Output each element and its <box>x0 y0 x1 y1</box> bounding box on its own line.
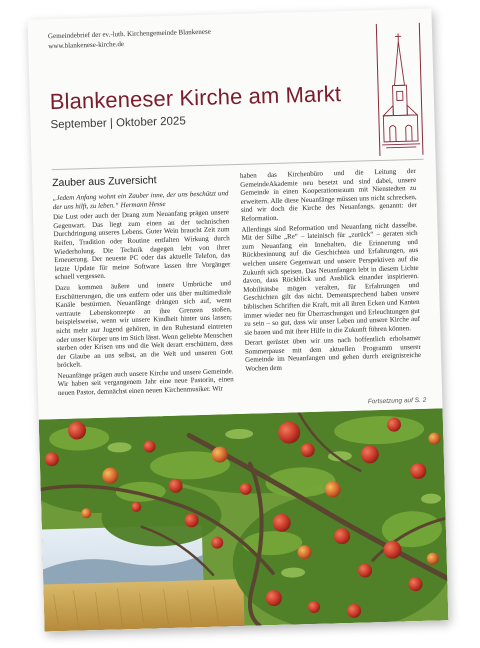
newsletter-page <box>28 8 449 631</box>
article-quote: „Jedem Anfang wohnt ein Zauber inne, der uns beschützt und der uns hilft, zu leben.“ Hermann Hesse <box>52 189 229 211</box>
article <box>52 167 428 403</box>
church-tower-icon <box>377 23 423 156</box>
article-paragraph: Derart gerüstet üben wir uns nach hoffentlich erholsamer Sommerpause mit dem aktuellen Programm unserer Gemeinde im Neuanfangen und gehen durch ereignisreiche Wochen dem <box>244 334 422 373</box>
sender-info <box>48 27 211 52</box>
article-column-right <box>240 167 422 398</box>
masthead-title: Blankeneser Kirche am Markt <box>49 81 342 115</box>
article-paragraph: haben das Kirchenbüro und die Leitung der GemeindeAkademie neu besetzt und sind dabei, unsere Gemeinde in einen Kooperationsraum mit Nienstedten zu erweitern. Alle diese Neuanfänge müssen uns nicht schrecken, sind wir doch die Kirche des Neuanfangs, genannt: der Reformation. <box>239 166 417 223</box>
apple-tree-photo <box>39 408 449 631</box>
apple-tree-image <box>39 408 449 631</box>
sender-line-parish: Gemeindebrief der ev.-luth. Kirchengemeinde Blankenese <box>47 27 211 41</box>
sender-line-website: www.blankenese-kirche.de <box>48 40 125 51</box>
article-paragraph: Allerdings sind Reformation und Neuanfang nicht dasselbe. Mit der Silbe „Re“ – lateinisch für „zurück“ – geraten sich zum Neuanfang ein Innehalten, die Erinnerung und Rückbesinnung auf die Geschichten und Erfahrungen, aus welchen unsere Gegenwart und unsere Perspektiven auf die Zukunft sich speisen. Das Neuanfangen lebt in diesem Lichte davon, dass Rückblick und Ausblick einander inspirieren. Mobilitätsbe mögen veralten, für Erfahrungen und Geschichten gilt das nicht. Dementsprechend haben unsere biblischen Schriften die Kraft, mit all ihren Ecken und Kanten immer wieder neu für Überraschungen und Erleuchtungen gut zu sein – so gut, dass wir unser Leben und unsere Kirche auf sie bauen und mit ihrer Hilfe in die Zukunft führen können. <box>241 220 421 337</box>
issue-date: September | Oktober 2025 <box>50 115 186 132</box>
article-paragraph: Die Lust oder auch der Drang zum Neuanfang prägen unsere Gegenwart. Das liegt zum einen an der technischen Durchdringung unseres Lebens. Guter Wein braucht Zeit zum Reifen, Tradition oder Routine entfalten Wirkung durch Wiederholung. Die Technik dagegen lebt von ihrer Erneuerung. Der neueste PC oder das aktuelle Telefon, das letzte Update für meine Software lassen ihre Vorgänger schnell vergessen. <box>52 208 231 282</box>
article-column-left <box>52 172 234 403</box>
article-paragraph: Dazu kommen äußere und innere Umbrüche und Erschütterungen, die uns entfern oder uns über multimediale Kanäle bestürmen. Neuanfänge drängen sich auf, wenn vertraute Lebenskonzepte an ihre Grenzen stoßen, beispielsweise, wenn wir unsere Kindheit hinter uns lassen; nicht mehr zur Jugend gehören, in den Ruhestand eintreten oder unser Körper uns im Stich lässt. Wenn geliebte Menschen sterben oder Krisen uns und die Welt derart erschüttern, dass der Glaube an uns selbst, an die Welt und unseren Gott bröckelt. <box>54 279 233 370</box>
article-heading: Zauber aus Zuversicht <box>51 174 157 190</box>
article-paragraph: Neuanfänge prägen auch unsere Kirche und unsere Gemeinde. Wir haben seit vergangenem Jahr eine neue Pastorin, einen neuen Pastor, demnächst einen neuen Kirchenmusiker. Wir <box>57 367 234 398</box>
church-illustration <box>376 23 424 156</box>
continuation-note: Fortsetzung auf S. 2 <box>367 396 427 406</box>
